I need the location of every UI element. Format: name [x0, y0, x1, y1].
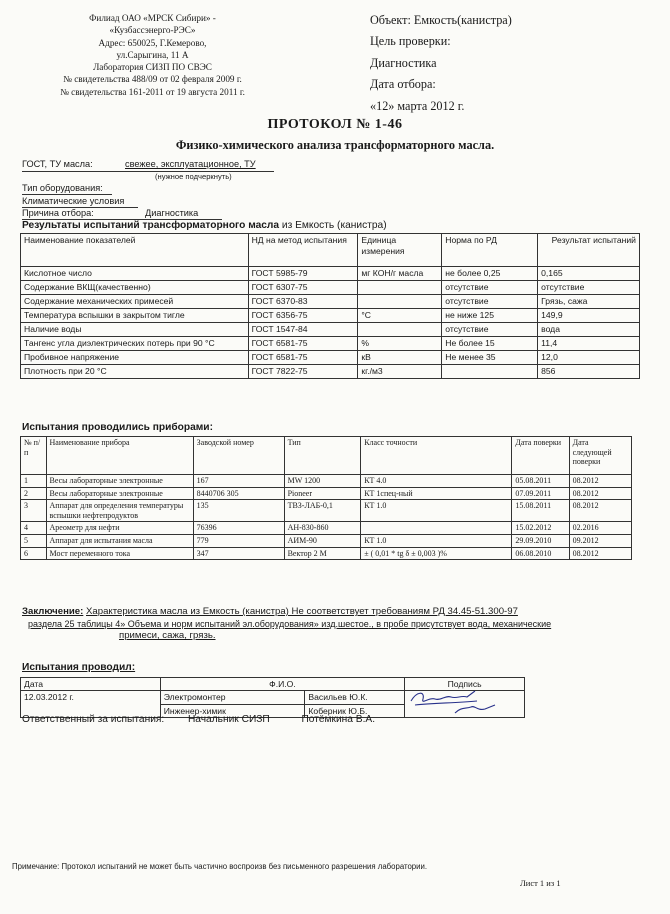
org-line: ул.Сарыгина, 11 А: [116, 49, 189, 60]
instrument-type: АИМ-90: [284, 534, 361, 547]
indicator-name: Содержание ВКЩ(качественно): [21, 281, 249, 295]
indicator-name: Пробивное напряжение: [21, 351, 249, 365]
method: ГОСТ 1547-84: [248, 323, 358, 337]
norm: Не менее 35: [442, 351, 538, 365]
page-number: Лист 1 из 1: [520, 878, 561, 888]
table-row: [21, 487, 632, 500]
unit: кВ: [358, 351, 442, 365]
result: Грязь, сажа: [538, 295, 640, 309]
row-number: 4: [21, 522, 47, 535]
test-date: 12.03.2012 г.: [21, 691, 161, 718]
table-row: [21, 267, 640, 281]
result: 11,4: [538, 337, 640, 351]
handwritten-signature: [405, 687, 523, 717]
purpose-label: Цель проверки:: [370, 34, 451, 49]
table-row: [21, 337, 640, 351]
method: ГОСТ 6581-75: [248, 351, 358, 365]
column-header: Дата поверки: [512, 437, 569, 475]
norm: отсутствие: [442, 281, 538, 295]
organization-header: [20, 12, 285, 98]
results-heading-suffix: из Емкость (канистра): [281, 220, 387, 231]
reason-label: Причина отбора:: [22, 208, 94, 218]
accuracy-class: ± ( 0,01 * tg δ ± 0,003 )%: [361, 547, 512, 560]
instrument-type: Pioneer: [284, 487, 361, 500]
sample-date-label: Дата отбора:: [370, 77, 436, 92]
unit: °С: [358, 309, 442, 323]
table-row: [21, 309, 640, 323]
indicator-name: Наличие воды: [21, 323, 249, 337]
indicator-name: Содержание механических примесей: [21, 295, 249, 309]
sample-info: [370, 10, 512, 117]
org-line: Филиад ОАО «МРСК Сибири» -: [89, 13, 216, 23]
calibration-date: 07.09.2011: [512, 487, 569, 500]
table-header-row: [21, 234, 640, 267]
result: 0,165: [538, 267, 640, 281]
table-row: [21, 547, 632, 560]
result: 856: [538, 365, 640, 379]
column-header: Норма по РД: [442, 234, 538, 267]
instrument-name: Весы лабораторные электронные: [46, 487, 193, 500]
results-table: [20, 233, 640, 379]
responsible-line: [22, 714, 375, 725]
staff-role: Электромонтер: [160, 691, 305, 705]
serial-number: 347: [193, 547, 284, 560]
serial-number: 8440706 305: [193, 487, 284, 500]
equipment-label: Тип оборудования:: [22, 183, 103, 193]
serial-number: 76396: [193, 522, 284, 535]
calibration-date: 06.08.2010: [512, 547, 569, 560]
org-line: «Кузбассэнерго-РЭС»: [109, 25, 196, 36]
field-underline: [22, 194, 112, 195]
results-heading: [22, 220, 387, 231]
purpose-value: Диагностика: [370, 55, 437, 70]
serial-number: 779: [193, 534, 284, 547]
instruments-heading: Испытания проводились приборами:: [22, 422, 213, 433]
reason-value: Диагностика: [145, 208, 199, 218]
conclusion-line: примеси, сажа, грязь.: [119, 630, 216, 641]
result: 12,0: [538, 351, 640, 365]
column-header: Единица измерения: [358, 234, 442, 267]
staff-name: Коберник Ю.Б.: [305, 704, 405, 718]
result: вода: [538, 323, 640, 337]
next-calibration: 09.2012: [569, 534, 631, 547]
table-row: [21, 522, 632, 535]
instrument-type: Вектор 2 М: [284, 547, 361, 560]
indicator-name: Тангенс угла диэлектрических потерь при 90 °С: [21, 337, 249, 351]
serial-number: 135: [193, 500, 284, 522]
serial-number: 167: [193, 475, 284, 488]
method: ГОСТ 6307-75: [248, 281, 358, 295]
column-header: НД на метод испытания: [248, 234, 358, 267]
result: 149,9: [538, 309, 640, 323]
next-calibration: 08.2012: [569, 487, 631, 500]
method: ГОСТ 6581-75: [248, 337, 358, 351]
staff-name: Васильев Ю.К.: [305, 691, 405, 705]
table-row: [21, 365, 640, 379]
table-row: [21, 281, 640, 295]
method: ГОСТ 5985-79: [248, 267, 358, 281]
table-row: [21, 323, 640, 337]
norm: отсутствие: [442, 323, 538, 337]
column-header: Дата: [21, 678, 161, 691]
table-row: [21, 295, 640, 309]
gost-hint: (нужное подчеркнуть): [155, 172, 232, 181]
unit: кг./м3: [358, 365, 442, 379]
accuracy-class: КТ 4.0: [361, 475, 512, 488]
norm: Не более 15: [442, 337, 538, 351]
row-number: 2: [21, 487, 47, 500]
column-header: Дата следующей поверки: [569, 437, 631, 475]
method: ГОСТ 6370-83: [248, 295, 358, 309]
responsible-position: Начальник СИЗП: [187, 714, 270, 725]
table-row: [21, 691, 525, 705]
row-number: 1: [21, 475, 47, 488]
responsible-label: Ответственный за испытания:: [22, 714, 165, 725]
norm: не более 0,25: [442, 267, 538, 281]
instrument-type: АН-830-860: [284, 522, 361, 535]
method: ГОСТ 6356-75: [248, 309, 358, 323]
protocol-subtitle: Физико-химического анализа трансформаторного масла.: [175, 138, 495, 152]
org-line: № свидетельства 161-2011 от 19 августа 2011 г.: [60, 86, 245, 97]
row-number: 5: [21, 534, 47, 547]
instrument-name: Мост переменного тока: [46, 547, 193, 560]
calibration-date: 05.08.2011: [512, 475, 569, 488]
indicator-name: Плотность при 20 °С: [21, 365, 249, 379]
protocol-title: ПРОТОКОЛ № 1-46: [267, 117, 403, 132]
norm: отсутствие: [442, 295, 538, 309]
column-header: Подпись: [405, 678, 525, 691]
column-header: № п/п: [21, 437, 47, 475]
instrument-name: Аппарат для определения температуры вспышки нефтепродуктов: [46, 500, 193, 522]
climate-label: Климатические условия: [22, 196, 125, 206]
table-row: [21, 500, 632, 522]
footer-note: Примечание: Протокол испытаний не может быть частично воспроизв без письменного разрешения лаборатории.: [12, 862, 428, 871]
unit: [358, 323, 442, 337]
conclusion-line: раздела 25 таблицы 4» Объема и норм испытаний эл.оборудования» изд.шестое., в пробе присутствует вода, механические: [28, 619, 552, 629]
instrument-type: ТВЗ-ЛАБ-0,1: [284, 500, 361, 522]
responsible-name: Потёмкина В.А.: [301, 714, 376, 725]
instrument-type: MW 1200: [284, 475, 361, 488]
result: отсутствие: [538, 281, 640, 295]
calibration-date: 15.02.2012: [512, 522, 569, 535]
accuracy-class: [361, 522, 512, 535]
table-row: [21, 351, 640, 365]
gost-label: ГОСТ, ТУ масла:: [22, 159, 93, 169]
column-header: Заводской номер: [193, 437, 284, 475]
conclusion: [22, 606, 642, 642]
norm: [442, 365, 538, 379]
next-calibration: 08.2012: [569, 500, 631, 522]
accuracy-class: КТ 1.0: [361, 534, 512, 547]
instrument-name: Ареометр для нефти: [46, 522, 193, 535]
indicator-name: Температура вспышки в закрытом тигле: [21, 309, 249, 323]
unit: [358, 295, 442, 309]
signature-cell: [405, 691, 525, 718]
field-underline: [22, 171, 274, 172]
next-calibration: 08.2012: [569, 547, 631, 560]
staff-role: Инженер-химик: [160, 704, 305, 718]
indicator-name: Кислотное число: [21, 267, 249, 281]
unit: %: [358, 337, 442, 351]
accuracy-class: КТ 1.0: [361, 500, 512, 522]
instrument-name: Весы лабораторные электронные: [46, 475, 193, 488]
column-header: Ф.И.О.: [160, 678, 405, 691]
row-number: 6: [21, 547, 47, 560]
table-header-row: [21, 437, 632, 475]
conclusion-line: Характеристика масла из Емкость (канистра) Не соответствует требованиям РД 34.45-51.300-97: [86, 606, 518, 617]
column-header: Тип: [284, 437, 361, 475]
conclusion-label: Заключение:: [22, 606, 84, 617]
column-header: Результат испытаний: [538, 234, 640, 267]
calibration-date: 15.08.2011: [512, 500, 569, 522]
org-line: № свидетельства 488/09 от 02 февраля 2009 г.: [63, 74, 242, 85]
org-line: Адрес: 650025, Г.Кемерово,: [98, 37, 207, 48]
performed-table: [20, 677, 525, 718]
instruments-table: [20, 436, 632, 560]
performed-heading: Испытания проводил:: [22, 662, 136, 673]
table-row: [21, 475, 632, 488]
instrument-name: Аппарат для испытания масла: [46, 534, 193, 547]
table-row: [21, 534, 632, 547]
unit: мг КОН/г масла: [358, 267, 442, 281]
next-calibration: 02.2016: [569, 522, 631, 535]
sample-date-value: «12» марта 2012 г.: [370, 98, 465, 113]
accuracy-class: КТ 1спец-ный: [361, 487, 512, 500]
row-number: 3: [21, 500, 47, 522]
unit: [358, 281, 442, 295]
method: ГОСТ 7822-75: [248, 365, 358, 379]
calibration-date: 29.09.2010: [512, 534, 569, 547]
org-line: Лаборатория СИЗП ПО СВЭС: [93, 62, 212, 73]
norm: не ниже 125: [442, 309, 538, 323]
next-calibration: 08.2012: [569, 475, 631, 488]
column-header: Наименование прибора: [46, 437, 193, 475]
column-header: Наименование показателей: [21, 234, 249, 267]
object-field: Объект: Емкость(канистра): [370, 13, 512, 27]
column-header: Класс точности: [361, 437, 512, 475]
gost-value: свежее, эксплуатационное, ТУ: [125, 159, 256, 169]
results-heading-text: Результаты испытаний трансформаторного масла: [22, 220, 280, 231]
